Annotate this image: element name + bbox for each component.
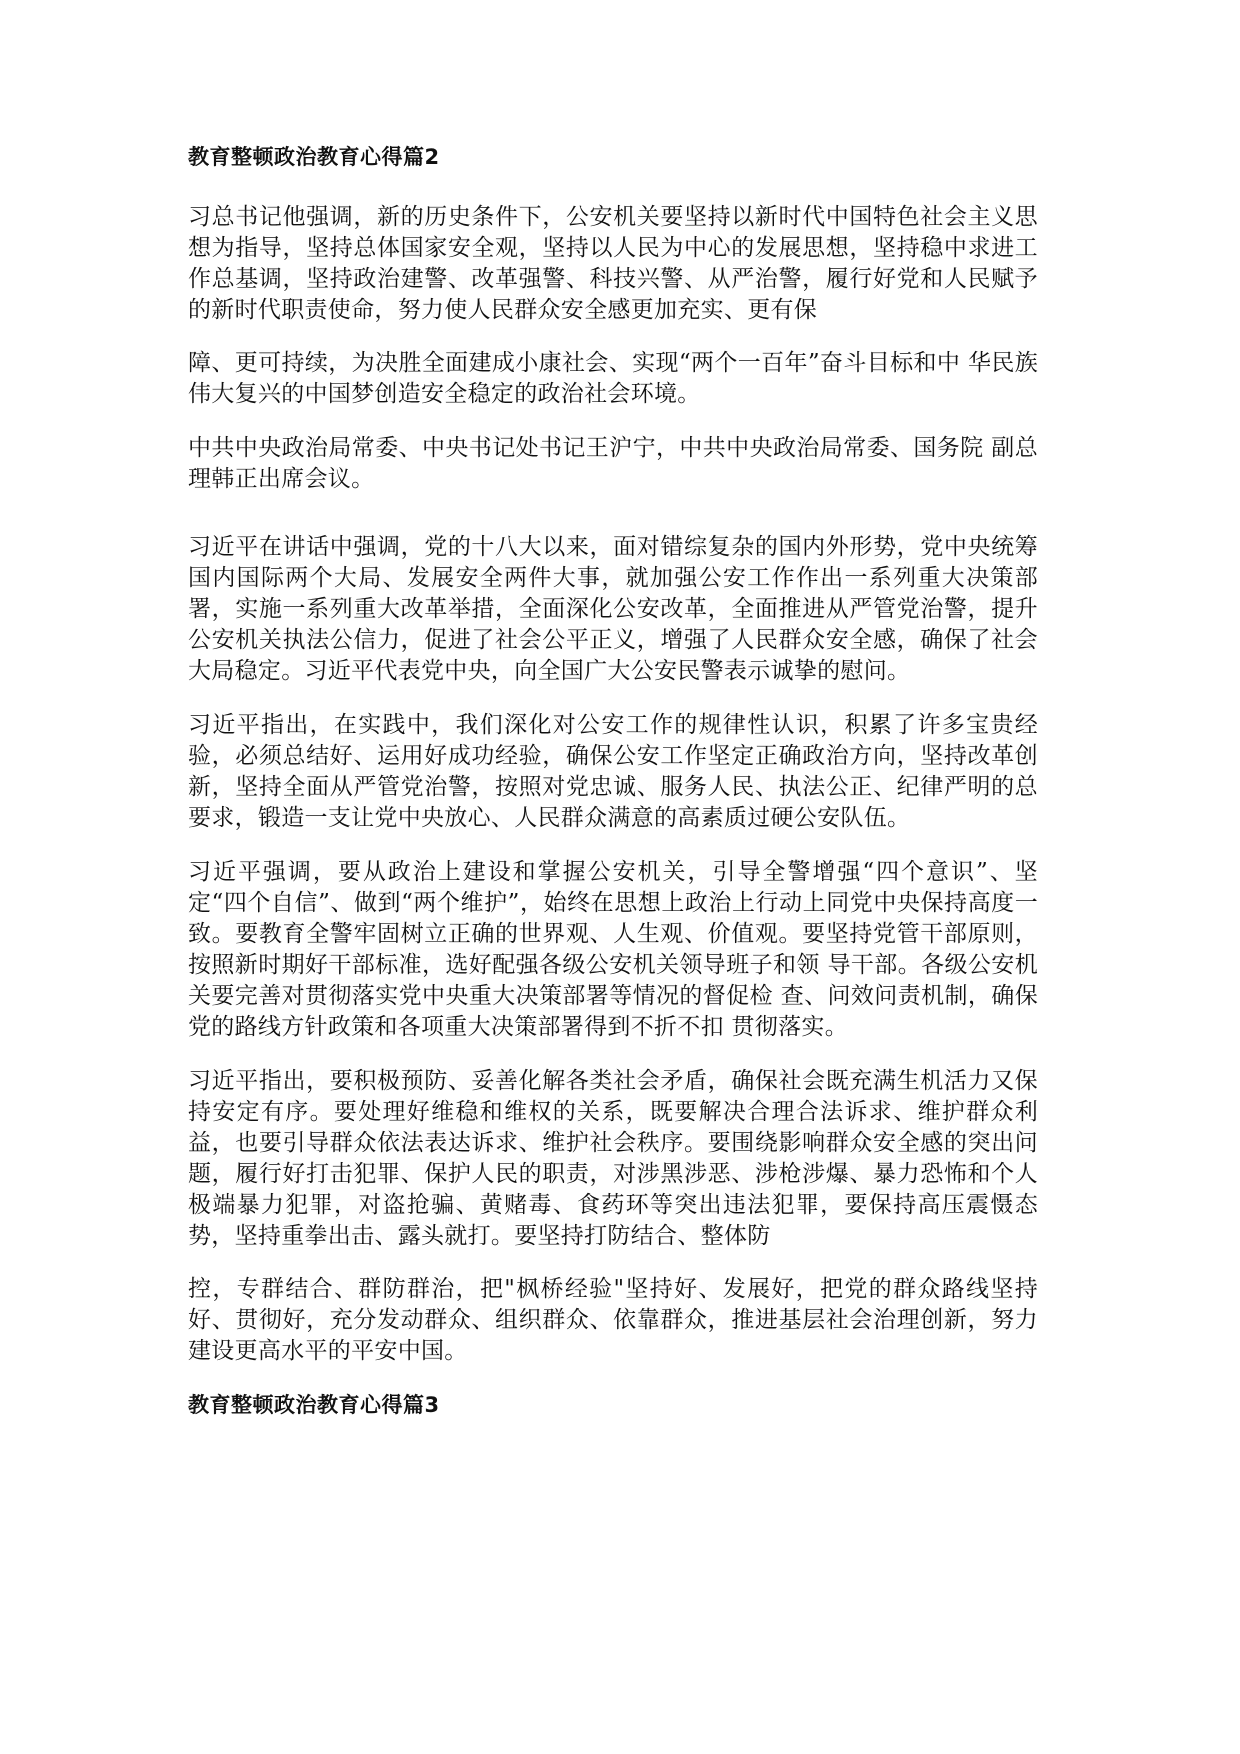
section-heading: 教育整顿政治教育心得篇2: [188, 145, 440, 169]
paragraph: 习近平指出，在实践中，我们深化对公安工作的规律性认识，积累了许多宝贵经验，必须总结好、运用好成功经验，确保公安工作坚定正确政治方向，坚持改革创新，坚持全面从严管党治警，按照对党忠诚、服务人民、执法公正、纪律严明的总要求，锻造一支让党中央放心、人民群众满意的高素质过硬公安队伍。: [188, 712, 1038, 831]
section-heading: 教育整顿政治教育心得篇3: [188, 1393, 440, 1417]
paragraph: 习近平在讲话中强调，党的十八大以来，面对错综复杂的国内外形势，党中央统筹国内国际两个大局、发展安全两件大事，就加强公安工作作出一系列重大决策部署，实施一系列重大改革举措，全面深化公安改革，全面推进从严管党治警，提升公安机关执法公信力，促进了社会公平正义，增强了人民群众安全感，确保了社会大局稳定。习近平代表党中央，向全国广大公安民警表示诚挚的慰问。: [188, 534, 1038, 684]
paragraph: 控，专群结合、群防群治，把"枫桥经验"坚持好、发展好，把党的群众路线坚持好、贯彻好，充分发动群众、组织群众、依靠群众，推进基层社会治理创新，努力建设更高水平的平安中国。: [188, 1276, 1038, 1364]
document-body: [188, 142, 1038, 1420]
paragraph: 习近平指出，要积极预防、妥善化解各类社会矛盾，确保社会既充满生机活力又保持安定有序。要处理好维稳和维权的关系，既要解决合理合法诉求、维护群众利益，也要引导群众依法表达诉求、维护社会秩序。要围绕影响群众安全感的突出问题，履行好打击犯罪、保护人民的职责，对涉黑涉恶、涉枪涉爆、暴力恐怖和个人极端暴力犯罪，对盗抢骗、黄赌毒、食药环等突出违法犯罪，要保持高压震慑态势，坚持重拳出击、露头就打。要坚持打防结合、整体防: [188, 1068, 1038, 1249]
paragraph: 障、更可持续，为决胜全面建成小康社会、实现“两个一百年”奋斗目标和中 华民族伟大复兴的中国梦创造安全稳定的政治社会环境。: [188, 350, 1038, 407]
paragraph: 习总书记他强调，新的历史条件下，公安机关要坚持以新时代中国特色社会主义思想为指导，坚持总体国家安全观，坚持以人民为中心的发展思想，坚持稳中求进工作总基调，坚持政治建警、改革强警、科技兴警、从严治警，履行好党和人民赋予的新时代职责使命，努力使人民群众安全感更加充实、更有保: [188, 204, 1038, 323]
paragraph: 习近平强调，要从政治上建设和掌握公安机关，引导全警增强“四个意识”、坚定“四个自信”、做到“两个维护”，始终在思想上政治上行动上同党中央保持高度一致。要教育全警牢固树立正确的世界观、人生观、价值观。要坚持党管干部原则，按照新时期好干部标准，选好配强各级公安机关领导班子和领 导干部。各级公安机关要完善对贯彻落实党中央重大决策部署等情况的督促检 查、问效问责机制，确保党的路线方针政策和各项重大决策部署得到不折不扣 贯彻落实。: [188, 859, 1038, 1040]
paragraph: 中共中央政治局常委、中央书记处书记王沪宁，中共中央政治局常委、国务院 副总理韩正出席会议。: [188, 435, 1038, 492]
